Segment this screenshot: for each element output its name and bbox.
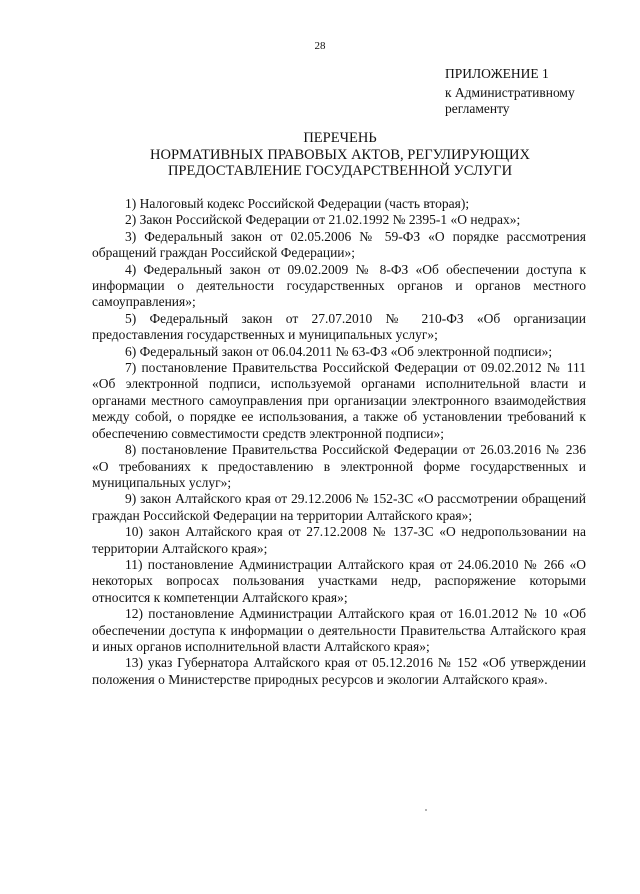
list-item: 9) закон Алтайского края от 29.12.2006 № 152-ЗС «О рассмотрении обращений граждан Российской Федерации на территории Алтайского края»; — [92, 491, 586, 523]
page-number: 28 — [314, 40, 326, 52]
appendix-block — [445, 66, 625, 117]
heading-line-3: ПРЕДОСТАВЛЕНИЕ ГОСУДАРСТВЕННОЙ УСЛУГИ — [167, 163, 513, 179]
list-item: 10) закон Алтайского края от 27.12.2008 № 137-ЗС «О недропользовании на территории Алтайского края»; — [92, 524, 586, 556]
document-heading — [70, 130, 610, 180]
heading-line-2: НОРМАТИВНЫХ ПРАВОВЫХ АКТОВ, РЕГУЛИРУЮЩИХ — [150, 146, 530, 163]
list-item: 5) Федеральный закон от 27.07.2010 № 210-ФЗ «Об организации предоставления государственных и муниципальных услуг»; — [92, 310, 586, 343]
legal-acts-list — [92, 196, 586, 688]
appendix-subtitle-line-2: регламенту — [445, 101, 510, 116]
appendix-title: ПРИЛОЖЕНИЕ 1 — [445, 66, 549, 81]
list-item: 6) Федеральный закон от 06.04.2011 № 63-ФЗ «Об электронной подписи»; — [125, 343, 553, 359]
list-item: 12) постановление Администрации Алтайского края от 16.01.2012 № 10 «Об обеспечении доступа к информации о деятельности Правительства Алтайского края и иных органов исполнительной власти Алтайского края»; — [92, 606, 586, 654]
list-item: 3) Федеральный закон от 02.05.2006 № 59-ФЗ «О порядке рассмотрения обращений граждан Российской Федерации»; — [92, 228, 586, 261]
scan-dot — [425, 809, 427, 811]
list-item: 7) постановление Правительства Российской Федерации от 09.02.2012 № 111 «Об электронной подписи, используемой органами исполнительной власти и органами местного самоуправления при организации электронного взаимодействия между собой, о порядке ее использования, а также об установлении требований к обеспечению совместимости средств электронной подписи»; — [92, 360, 586, 441]
list-item: 11) постановление Администрации Алтайского края от 24.06.2010 № 266 «О некоторых вопросах пользования участками недр, распоряжение которыми относится к компетенции Алтайского края»; — [92, 556, 586, 605]
heading-line-1: ПЕРЕЧЕНЬ — [303, 130, 377, 146]
list-item: 8) постановление Правительства Российской Федерации от 26.03.2016 № 236 «О требованиях к предоставлению в электронной форме государственных и муниципальных услуг»; — [92, 442, 586, 490]
list-item: 13) указ Губернатора Алтайского края от 05.12.2016 № 152 «Об утверждении положения о Министерстве природных ресурсов и экологии Алтайского края». — [92, 655, 586, 687]
appendix-subtitle-line-1: к Административному — [445, 85, 575, 100]
list-item: 1) Налоговый кодекс Российской Федерации (часть вторая); — [125, 196, 470, 211]
list-item: 4) Федеральный закон от 09.02.2009 № 8-ФЗ «Об обеспечении доступа к информации о деятельности государственных органов и органов местного самоуправления»; — [92, 261, 586, 310]
list-item: 2) Закон Российской Федерации от 21.02.1992 № 2395-1 «О недрах»; — [125, 212, 521, 228]
